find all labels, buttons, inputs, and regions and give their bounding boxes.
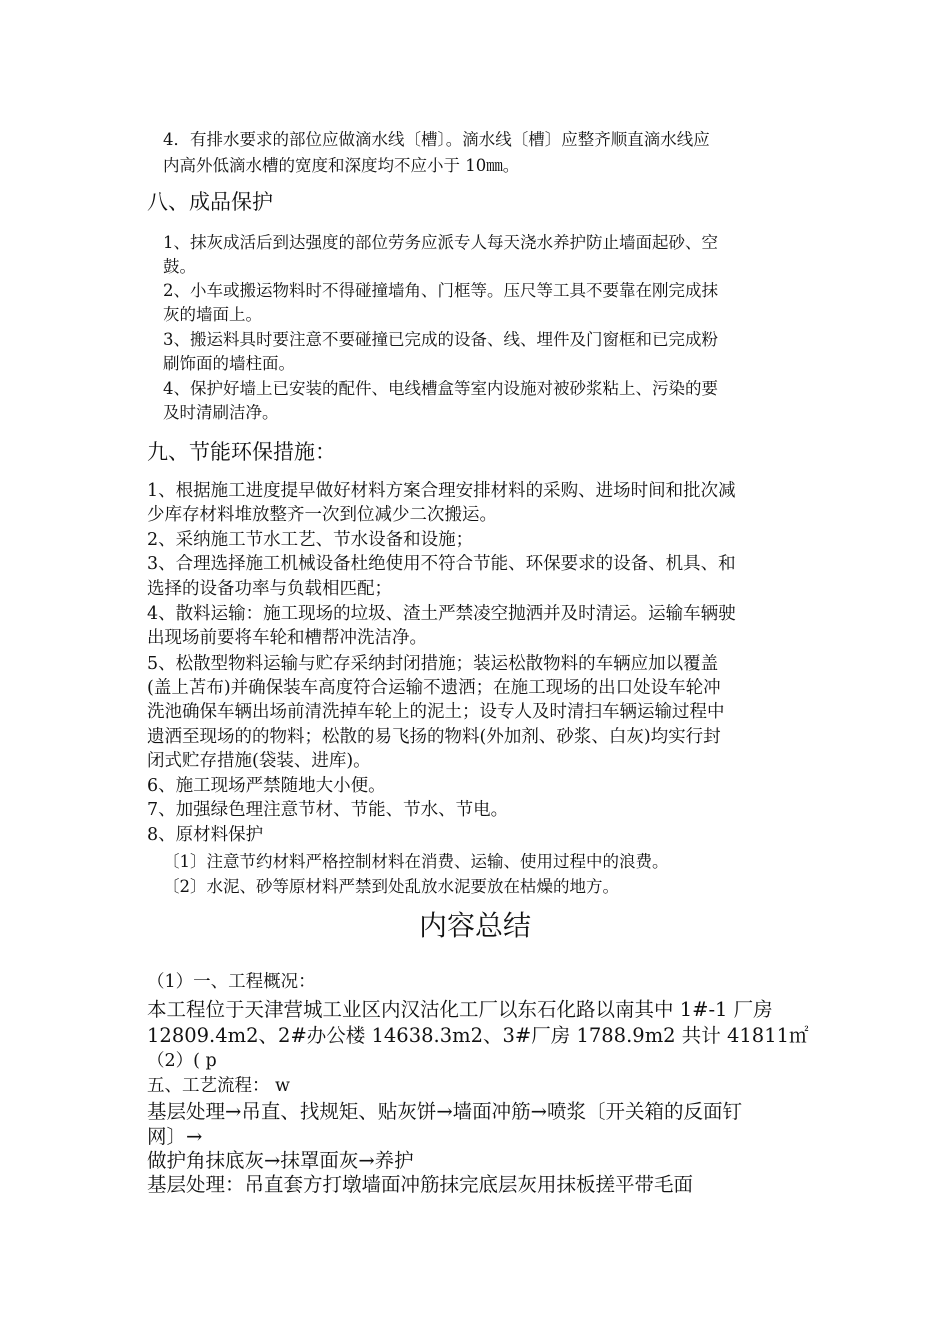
section9-line: (盖上苫布)并确保装车高度符合运输不遗洒；在施工现场的出口处设车轮冲	[147, 678, 721, 698]
section8-heading: 八、成品保护	[147, 190, 273, 214]
summary-line: 基层处理→吊直、找规矩、贴灰饼→墙面冲筋→喷浆〔开关箱的反面钉	[147, 1100, 743, 1123]
summary-title: 内容总结	[418, 909, 531, 942]
summary-line: 12809.4m2、2#办公楼 14638.3m2、3#厂房 1788.9m2 共计 41811㎡	[147, 1024, 809, 1047]
section9-line: 6、施工现场严禁随地大小便。	[147, 776, 386, 796]
summary-line: 五、工艺流程： w	[147, 1076, 291, 1096]
section8-line: 及时清刷洁净。	[163, 403, 279, 422]
section9-subline: 〔2〕水泥、砂等原材料严禁到处乱放水泥要放在枯燥的地方。	[163, 877, 619, 896]
section9-line: 闭式贮存措施(袋装、进库)。	[147, 751, 371, 771]
section9-line: 3、合理选择施工机械设备杜绝使用不符合节能、环保要求的设备、机具、和	[147, 554, 736, 574]
section9-line: 7、加强绿色理注意节材、节能、节水、节电。	[147, 800, 509, 820]
summary-line: （1）一、工程概况：	[147, 972, 316, 992]
section8-line: 1、抹灰成活后到达强度的部位劳务应派专人每天浇水养护防止墙面起砂、空	[163, 233, 718, 252]
section9-line: 出现场前要将车轮和槽帮冲洗洁净。	[147, 628, 427, 648]
section8-line: 灰的墙面上。	[163, 305, 262, 324]
section9-line: 选择的设备功率与负载相匹配；	[147, 579, 392, 599]
section9-line: 遗洒至现场的的物料；松散的易飞扬的物料(外加剂、砂浆、白灰)均实行封	[147, 727, 721, 747]
item4-line1: 4．有排水要求的部位应做滴水线〔槽〕。滴水线〔槽〕应整齐顺直滴水线应	[163, 130, 710, 149]
section9-line: 5、松散型物料运输与贮存采纳封闭措施；装运松散物料的车辆应加以覆盖	[147, 654, 719, 674]
summary-line: 网〕→	[147, 1125, 203, 1148]
section9-line: 4、散料运输：施工现场的垃圾、渣土严禁凌空抛洒并及时清运。运输车辆驶	[147, 604, 736, 624]
summary-line: 基层处理：吊直套方打墩墙面冲筋抹完底层灰用抹板搓平带毛面	[147, 1173, 694, 1196]
section8-line: 2、小车或搬运物料时不得碰撞墙角、门框等。压尺等工具不要靠在刚完成抹	[163, 281, 718, 300]
summary-line: （2）( p	[147, 1051, 217, 1071]
section9-line: 1、根据施工进度提早做好材料方案合理安排材料的采购、进场时间和批次减	[147, 481, 736, 501]
section9-line: 2、采纳施工节水工艺、节水设备和设施；	[147, 530, 474, 550]
section9-heading: 九、节能环保措施：	[147, 440, 336, 464]
section9-line: 少库存材料堆放整齐一次到位减少二次搬运。	[147, 505, 497, 525]
section9-line: 8、原材料保护	[147, 825, 264, 845]
section9-subline: 〔1〕注意节约材料严格控制材料在消费、运输、使用过程中的浪费。	[163, 852, 669, 871]
section9-line: 洗池确保车辆出场前清洗掉车轮上的泥土；设专人及时清扫车辆运输过程中	[147, 702, 725, 722]
section8-line: 3、搬运料具时要注意不要碰撞已完成的设备、线、埋件及门窗框和已完成粉	[163, 330, 718, 349]
section8-line: 鼓。	[163, 257, 196, 276]
summary-line: 做护角抹底灰→抹罩面灰→养护	[147, 1149, 414, 1172]
section8-line: 4、保护好墙上已安装的配件、电线槽盒等室内设施对被砂浆粘上、污染的要	[163, 379, 718, 398]
section8-line: 刷饰面的墙柱面。	[163, 354, 295, 373]
summary-line: 本工程位于天津营城工业区内汉沽化工厂以东石化路以南其中 1#-1 厂房	[147, 998, 773, 1021]
item4-line2: 内高外低滴水槽的宽度和深度均不应小于 10㎜。	[163, 156, 520, 175]
